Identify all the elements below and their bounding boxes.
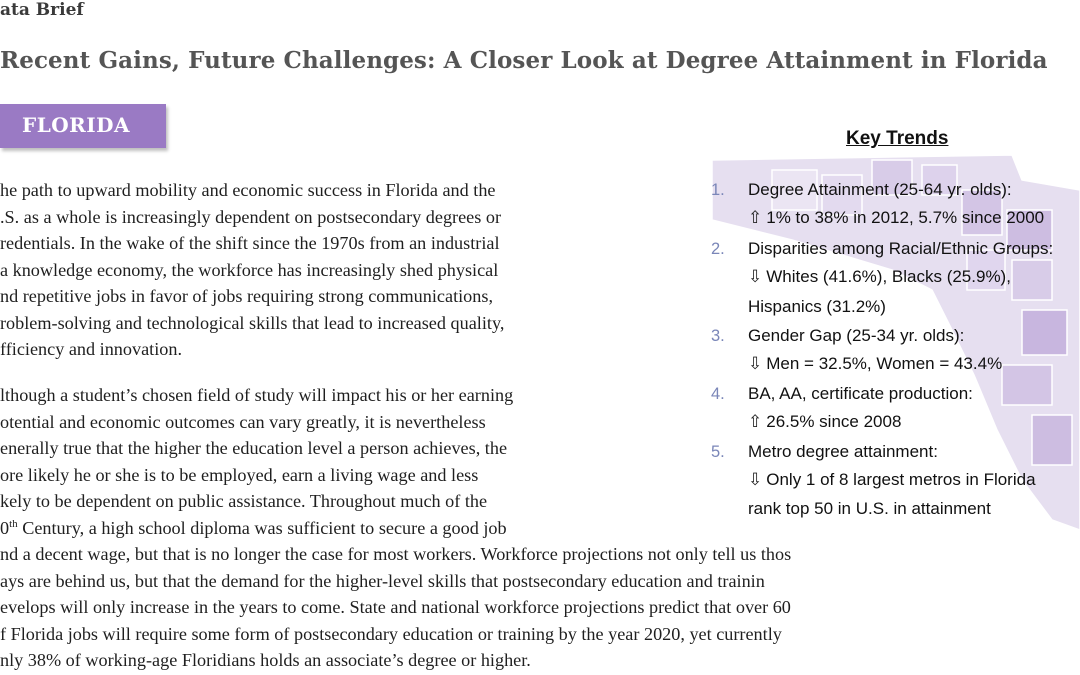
down-arrow-icon: ⇩ xyxy=(748,267,763,287)
trend-detail-text: Whites (41.6%), Blacks (25.9%), xyxy=(766,267,1011,286)
trend-heading: Gender Gap (25-34 yr. olds): xyxy=(748,326,965,345)
trend-heading: Degree Attainment (25-64 yr. olds): xyxy=(748,180,1012,199)
down-arrow-icon: ⇩ xyxy=(748,354,763,374)
century-prefix: 0 xyxy=(0,517,10,538)
down-arrow-icon: ⇩ xyxy=(748,470,763,490)
trend-detail-continued: Hispanics (31.2%) xyxy=(748,297,886,316)
trend-detail-text: Only 1 of 8 largest metros in Florida xyxy=(766,470,1036,489)
paragraph-line: ays are behind us, but that the demand for the higher-level skills that postsecondary education and trainin xyxy=(0,570,765,591)
paragraph-line: .S. as a whole is increasingly dependent on postsecondary degrees or xyxy=(0,206,502,227)
paragraph-line: evelops will only increase in the years to come. State and national workforce projections predict that over 60 xyxy=(0,597,791,617)
up-arrow-icon: ⇧ xyxy=(748,412,763,432)
trend-detail-continued: rank top 50 in U.S. in attainment xyxy=(748,499,991,518)
key-trends-title: Key Trends xyxy=(846,128,949,149)
trend-number: 2. xyxy=(711,240,725,258)
paragraph-line-century xyxy=(0,518,507,539)
paragraph-line: redentials. In the wake of the shift since the 1970s from an industrial xyxy=(0,233,500,253)
trend-number: 1. xyxy=(711,181,725,199)
up-arrow-icon: ⇧ xyxy=(748,208,763,228)
trend-detail xyxy=(748,412,901,432)
trend-detail-text: Men = 32.5%, Women = 43.4% xyxy=(766,354,1003,373)
state-tab xyxy=(0,104,166,148)
trend-detail xyxy=(748,354,1002,374)
paragraph-line: he path to upward mobility and economic success in Florida and the xyxy=(0,180,496,200)
paragraph-line: fficiency and innovation. xyxy=(0,339,182,359)
trend-detail xyxy=(748,208,1044,228)
state-tab-label: FLORIDA xyxy=(22,113,131,137)
trend-detail xyxy=(748,470,1036,490)
paragraph-line: roblem-solving and technological skills that lead to increased quality, xyxy=(0,312,505,333)
paragraph-line: f Florida jobs will require some form of postsecondary education or training by the year 2020, yet currently xyxy=(0,623,782,644)
document-type-label: ata Brief xyxy=(0,0,84,20)
trend-detail-text: 26.5% since 2008 xyxy=(766,412,902,431)
paragraph-line: ore likely he or she is to be employed, earn a living wage and less xyxy=(0,464,479,485)
trend-number: 4. xyxy=(711,385,725,403)
trend-detail-text: 1% to 38% in 2012, 5.7% since 2000 xyxy=(766,208,1045,227)
document-title: Recent Gains, Future Challenges: A Closer Look at Degree Attainment in Florida xyxy=(0,47,1048,74)
trend-detail xyxy=(748,267,1011,287)
century-superscript: th xyxy=(9,517,18,530)
trend-number: 3. xyxy=(711,327,725,345)
paragraph-line: kely to be dependent on public assistance. Throughout much of the xyxy=(0,491,488,511)
century-rest: Century, a high school diploma was sufficient to secure a good job xyxy=(17,517,507,538)
paragraph-line: nly 38% of working-age Floridians holds an associate’s degree or higher. xyxy=(0,650,531,670)
paragraph-line: otential and economic outcomes can vary greatly, it is nevertheless xyxy=(0,411,486,432)
trend-heading: BA, AA, certificate production: xyxy=(748,384,973,403)
trend-heading: Disparities among Racial/Ethnic Groups: xyxy=(748,239,1054,258)
paragraph-line: enerally true that the higher the education level a person achieves, the xyxy=(0,438,508,458)
trend-heading: Metro degree attainment: xyxy=(748,442,938,461)
paragraph-line: lthough a student’s chosen field of study will impact his or her earning xyxy=(0,385,514,405)
paragraph-line: nd a decent wage, but that is no longer the case for most workers. Workforce projections not only tell us thos xyxy=(0,544,792,564)
paragraph-line: a knowledge economy, the workforce has increasingly shed physical xyxy=(0,259,499,280)
trend-number: 5. xyxy=(711,443,725,461)
paragraph-line: nd repetitive jobs in favor of jobs requiring strong communications, xyxy=(0,286,493,306)
